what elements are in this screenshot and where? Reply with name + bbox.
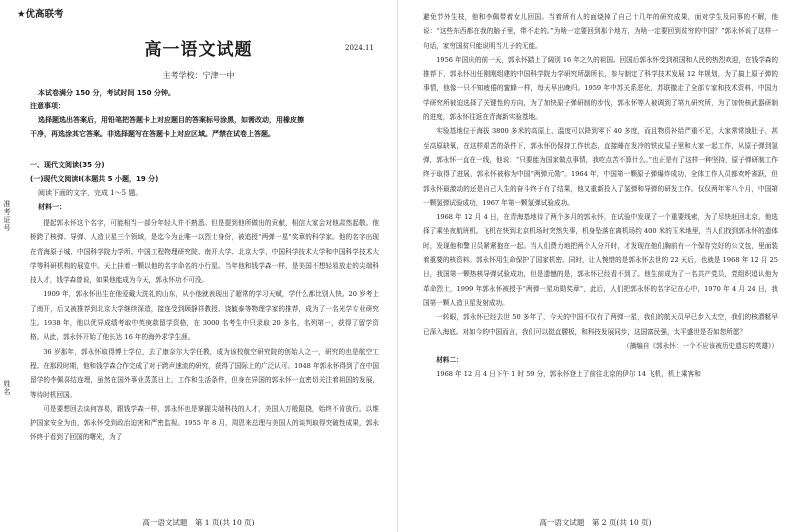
paragraph: 1956 年国庆的前一天，郭永怀踏上了阔别 16 年之久的祖国。回国后郭永怀受到祖国和人民的热烈欢迎，在钱学森的推荐下，郭永怀出任刚刚组建的中国科学院力学研究所副所长，参与制定了科学技术发展 12 年规划，为了搞上原子弹的事情，他像一只不知疲倦的蜜蜂一样，每天早出晚归。1959 年中苏关系恶化，苏联撤走了全部专家和技术资料，中国力学研究所被迫选择了关键性的方向，为了加快原子弹研制的步伐，郭永怀等人被调到了第九研究所，为了加快核武器研制的进度，郭永怀往返在青海新实验基地。 bbox=[423, 55, 778, 122]
notes-line-2: 干净，再选涂其它答案。非选择题写在答题卡上对应区域。严禁在试卷上答题。 bbox=[30, 130, 275, 138]
paragraph: 1968 年 12 月 4 日，在青海基地待了两个多月的郭永怀，在试验中发现了一个重要线索，为了尽快赶回北京，他选择了乘坐夜航班机。飞机在快到北京机场时突然失事，机身坠落在离机场约 400 米的玉米地里，当人们找到郭永怀的遗体时，发现他和警卫员紧紧抱在一起。当人们费力地把两个人分开时，才发现在他们胸前有一个保存完好的公文包，里面装着重要的核资料。郭永怀用生命保护了国家机密。同时，让人惋惜的是郭永怀去世的 22 天后，也就是 1968 年 12 月 25 日，我国第一颗热核导弹试验成功，但是遗憾的是，郭永怀已经看不到了。他生前成为了一名共产党员，党组织追认他为革命烈士，1999 年郭永怀被授予“两弹一星功勋奖章”，此后，人们把郭永怀的名字记在心中，1970 年 4 月 24 日，我国第一颗人造卫星发射成功。 bbox=[423, 213, 778, 307]
exam-date: 2024.11 bbox=[345, 44, 374, 52]
material-1-body bbox=[30, 216, 379, 445]
section-heading: 一、现代文阅读(35 分) bbox=[30, 161, 105, 169]
material-2-label: 材料二： bbox=[436, 355, 463, 364]
paragraph: 1968 年 12 月 4 日下午 1 时 59 分，郭永怀登上了前往北京的伊尔 14 飞机，机上乘客和 bbox=[436, 370, 701, 379]
score-line: 本试卷满分 150 分，考试时间 150 分钟。 bbox=[38, 89, 175, 97]
page-title: 高一语文试题 bbox=[144, 40, 253, 60]
host-school: 主考学校：宁津一中 bbox=[162, 71, 235, 80]
page-footer: 高一语文试题 第 1 页(共 10 页) bbox=[142, 518, 255, 527]
paragraph: 1909 年，郭永怀出生在他爱戴大洗礼的山东，从小他就表现出了超常的学习天赋，学什么都比别人快。20 岁考上了南开，后又被推荐到北京大学继续深造，接连受到顾静祥教授、饶毓泰等物理学家的推荐，成为了一名光学专业研究生。1938 年，他以优异成绩考取中英庚款留学资格，在 3000 名考生中只录取 20 多名，名列第一，获得了留学资格。从此，郭永怀开始了他长达 16 年的海外求学生涯。 bbox=[30, 290, 379, 342]
paragraph: 提起郭永怀这个名字，可能相当一部分年轻人并不熟悉。但是提到他所做出的贡献，相信大家会对他肃然起敬。他桥跨了核弹、导弹、人造卫星三个领域，是迄今为止唯一以烈士身份，被追授“两弹一星”奖章的科学家。他的名字出现在青海原子城、中国科学院力学所、中国工程物理研究院、南开大学、北京大学、中国科学技术大学和中国科学技术大学等科研机构的展览中。天上挂着一颗以他的名字命名的小行星。当年他和钱学森一样，是美国不想轻易放走的尖端科技人才，钱学森曾说，如果他能成为今天，郭永怀功不可没。 bbox=[30, 219, 379, 285]
material-1-continued bbox=[423, 10, 778, 381]
paragraph: 实验基地位于海拔 3800 多米的高原上，温度可以降到零下 40 多度，而且物资补给严重不足，大家常常饿肚子，甚至高原缺氧，在这样艰苦的条件下，郭永怀仍保持工作状态，直接睡在发冷的铁皮屋子里和大家一起工作，从原子弹到氢弹，郭永怀一直在一线，他说：“只要能为国家做点事情，我吃点苦不算什么。”也正是有了这样一种坚持，原子弹研制工作终于取得了进展，郭永怀被称为中国“两弹元勋”。1964 年，中国第一颗原子弹爆炸成功，全体工作人员都欢呼雀跃，但郭永怀最激动的还是自己人生的奋斗终于有了结果，他又重新投入了氢弹和导弹的研发工作。仅仅两年零八个月，中国第一颗氢弹试验成功，1967 年第一颗氢弹试验成功。 bbox=[423, 127, 778, 207]
paragraph: 一转眼，郭永怀已经去世 50 多年了，今天的中国不仅有了两弹一星，我们的航天员早已步入太空，我们的核潜艇早已深入海底。对如今的中国而言，我们可以挺直腰板，和科技发展同步，这国富民强，太平盛世是否如您所愿？ bbox=[423, 313, 778, 336]
citation: （摘编自《郭永怀：一个不应该被历史遗忘的英雄》） bbox=[623, 341, 778, 350]
paragraph: 36 岁那年，郭永怀取得博士学位，去了康奈尔大学任教，成为该校航空研究院的创始人之一，研究的也是航空工程。在那段时期，他和钱学森合作完成了对于跨声速流的研究，获得了国际上的广泛认可。1948 年郭永怀得到了在中国留学的李佩喜结连理，虽然在国外事业蒸蒸日上，工作和生活条件，但身在异国的郭永怀一直密切关注着祖国的发展，等待时机回国。 bbox=[30, 347, 379, 399]
paragraph: 避免节外生枝，他和李佩带着女儿回国。当着所有人的面烧掉了自己十几年的研究成果，面对学生及同事的不解，他说：“这些东西都在我的脑子里，带不走的。”为啥一定要回到那个地方，为啥一定要回到贫穷的中国？”郭永怀说了这样一句话，家穷国贫只能说明当儿子的无能。 bbox=[423, 13, 778, 50]
instruction-text: 阅读下面的文字，完成 1～5 题。 bbox=[38, 189, 143, 197]
material-1-label: 材料一： bbox=[38, 203, 66, 211]
page-2 bbox=[397, 0, 794, 532]
paragraph: 可是要想回去谈何容易，跟钱学森一样，郭永怀也是掌握尖端科技的人才，美国人万般阻挠，始终不肯放行。以维护国家安全为由，郭永怀受到政治迫害和严密监视。1955 年 8 月，周恩来总理与美国人的谈判取得突破性成果，郭永怀终于看到了回国的曙光，为了 bbox=[30, 404, 379, 442]
exam-number-label: 准考证号 bbox=[3, 200, 11, 232]
page-footer: 高一语文试题 第 2 页(共 10 页) bbox=[539, 518, 652, 527]
subsection-heading: (一)现代文阅读Ⅰ(本题共 5 小题，19 分) bbox=[30, 175, 159, 183]
notes-line-1: 选择题选出答案后，用铅笔把答题卡上对应题目的答案标号涂黑，如需改动，用橡皮擦 bbox=[38, 116, 304, 124]
name-label: 姓名 bbox=[3, 380, 11, 396]
exam-badge: ★优高联考 bbox=[17, 9, 64, 20]
notes-heading: 注意事项： bbox=[30, 102, 65, 110]
